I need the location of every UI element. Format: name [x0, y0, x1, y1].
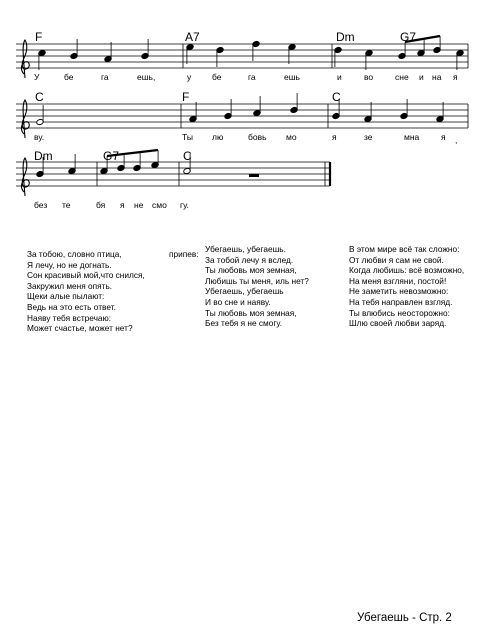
half-rest: [249, 174, 259, 177]
verse-line: Закружил меня опять.: [27, 280, 113, 291]
verse-line: Я лечу, но не догнать.: [27, 259, 112, 270]
verse-line: Сон красивый мой,что снился,: [27, 270, 145, 281]
verse-line: Не заметить невозможно:: [349, 286, 449, 297]
lyric-syllable: ешь,: [137, 72, 156, 82]
lyric-syllable: мо: [286, 132, 297, 142]
verse-line: Шлю своей любви заряд.: [349, 318, 447, 329]
lyric-syllable: га: [248, 72, 256, 82]
lyric-syllable: без: [34, 200, 48, 210]
music-score: [0, 0, 490, 230]
lyric-syllable: я: [441, 132, 446, 142]
lyric-syllable: те: [62, 200, 71, 210]
chorus-line: Ты любовь моя земная,: [205, 265, 297, 276]
lyric-syllable: во: [364, 72, 374, 82]
chord: F: [182, 90, 190, 104]
page-footer: Убегаешь - Стр. 2: [357, 612, 452, 624]
treble-clef-icon: [21, 40, 29, 78]
lyric-syllable: гу.: [180, 200, 189, 210]
verse-line: Наяву тебя встречаю:: [27, 312, 112, 323]
chorus-line: Ты любовь моя земная,: [205, 307, 297, 318]
lyric-syllable: у: [187, 72, 192, 82]
lyric-syllable: и: [337, 72, 342, 82]
chord: A7: [185, 30, 200, 44]
verse-line: За тобою, словно птица,: [27, 249, 122, 259]
chorus-line: И во сне и наяву.: [205, 296, 271, 307]
verse-line: В этом мире всё так сложно:: [349, 244, 460, 254]
lyric-syllable: не: [134, 200, 144, 210]
lyric-syllable: лю: [212, 132, 224, 142]
verse-line: Щеки алые пылают:: [27, 291, 105, 302]
verse-line: Ты влюбись неосторожно:: [349, 307, 450, 318]
lyric-syllable: ешь: [284, 72, 300, 82]
verse-line: На меня взгляни, постой!: [349, 275, 447, 286]
verse-line: На тебя направлен взгляд.: [349, 296, 453, 307]
verse-column-3: [349, 244, 464, 329]
lyric-syllable: я: [453, 72, 458, 82]
treble-clef-icon: [21, 100, 29, 138]
lyric-syllable: Ты: [182, 132, 193, 142]
chorus-line: Убегаешь, убегаешь.: [205, 244, 286, 254]
lyric-syllable: зе: [364, 132, 373, 142]
verse-line: Может счастье, может нет?: [27, 323, 133, 334]
lyric-syllable: бе: [64, 72, 74, 82]
lyric-syllable: смо: [152, 200, 167, 210]
chord: Dm: [34, 149, 53, 163]
chord: F: [35, 30, 43, 44]
lyric-syllable: ву.: [34, 132, 45, 142]
lyric-syllable: сне: [395, 72, 409, 82]
lyric-syllable: бе: [212, 72, 222, 82]
chorus-label: припев:: [169, 249, 199, 259]
lyric-syllable: ,: [455, 135, 458, 145]
chord: G7: [103, 149, 120, 163]
lyric-syllable: У: [34, 72, 40, 82]
chorus-line: Без тебя я не смогу.: [205, 318, 282, 329]
chorus-line: За тобой лечу я вслед.: [205, 254, 294, 265]
lyric-syllable: на: [432, 72, 442, 82]
lyric-syllable: бя: [96, 200, 106, 210]
chord: C: [35, 90, 44, 104]
chord: C: [332, 90, 341, 104]
lyric-syllable: я: [332, 132, 337, 142]
lyric-syllable: га: [101, 72, 109, 82]
chorus-line: Убегаешь, убегаешь: [205, 286, 284, 297]
verse-line: Ведь на это есть ответ.: [27, 301, 116, 312]
chord: Dm: [336, 30, 355, 44]
verse-line: От любви я сам не свой.: [349, 254, 444, 265]
lyric-syllable: бовь: [248, 132, 267, 142]
chorus-column: [205, 244, 309, 329]
lyric-syllable: я: [120, 200, 125, 210]
chorus-line: Любишь ты меня, иль нет?: [205, 275, 309, 286]
lyric-syllable: мна: [404, 132, 420, 142]
lyric-syllable: и: [419, 72, 424, 82]
treble-clef-icon: [21, 158, 29, 196]
verse-column-1: [27, 249, 145, 334]
chord: C: [183, 149, 192, 163]
chord: G7: [400, 30, 417, 44]
verse-line: Когда любишь: всё возможно,: [349, 265, 465, 276]
